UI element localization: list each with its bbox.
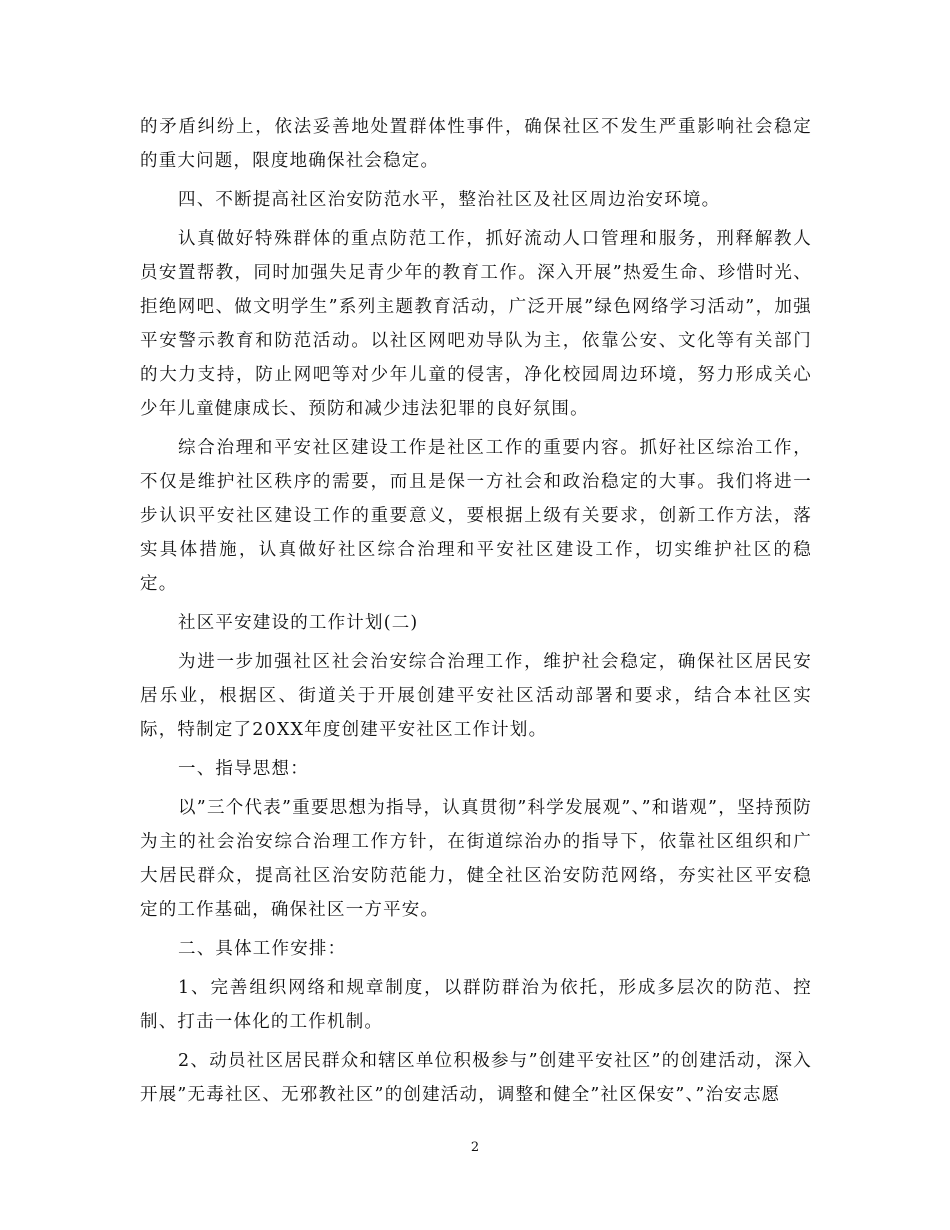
list-item-1: 1、完善组织网络和规章制度，以群防群治为依托，形成多层次的防范、控制、打击一体化的工作机制。 [140, 978, 812, 1032]
paragraph-6: 为进一步加强社区社会治安综合治理工作，维护社会稳定，确保社区居民安居乐业，根据区、街道关于开展创建平安社区活动部署和要求，结合本社区实际，特制定了20XX年度创建平安社区工作计划。 [140, 652, 812, 740]
document-body [140, 110, 812, 1112]
section-heading: 社区平安建设的工作计划(二) [178, 613, 419, 633]
list-item-2: 2、动员社区居民群众和辖区单位积极参与”创建平安社区”的创建活动，深入开展”无毒社区、无邪教社区”的创建活动，调整和健全”社区保安”、”治安志愿 [140, 1051, 812, 1105]
subheading-work-arrangement: 二、具体工作安排： [178, 939, 347, 959]
paragraph-8: 以”三个代表”重要思想为指导，认真贯彻”科学发展观”、”和谐观”，坚持预防为主的社会治安综合治理工作方针，在街道综治办的指导下，依靠社区组织和广大居民群众，提高社区治安防范能力，健全社区治安防范网络，夯实社区平安稳定的工作基础，确保社区一方平安。 [140, 798, 812, 920]
subheading-guiding-ideology: 一、指导思想： [178, 759, 309, 779]
paragraph-1: 的矛盾纠纷上，依法妥善地处置群体性事件，确保社区不发生严重影响社会稳定的重大问题，限度地确保社会稳定。 [140, 117, 812, 171]
paragraph-2: 四、不断提高社区治安防范水平，整治社区及社区周边治安环境。 [178, 190, 721, 210]
page-number: 2 [470, 1140, 480, 1155]
paragraph-4: 综合治理和平安社区建设工作是社区工作的重要内容。抓好社区综治工作，不仅是维护社区秩序的需要，而且是保一方社会和政治稳定的大事。我们将进一步认识平安社区建设工作的重要意义，要根据上级有关要求，创新工作方法，落实具体措施，认真做好社区综合治理和平安社区建设工作，切实维护社区的稳定。 [140, 438, 812, 594]
paragraph-3: 认真做好特殊群体的重点防范工作，抓好流动人口管理和服务，刑释解教人员安置帮教，同时加强失足青少年的教育工作。深入开展”热爱生命、珍惜时光、拒绝网吧、做文明学生”系列主题教育活动，广泛开展”绿色网络学习活动”，加强平安警示教育和防范活动。以社区网吧劝导队为主，依靠公安、文化等有关部门的大力支持，防止网吧等对少年儿童的侵害，净化校园周边环境，努力形成关心少年儿童健康成长、预防和减少违法犯罪的良好氛围。 [140, 229, 812, 419]
